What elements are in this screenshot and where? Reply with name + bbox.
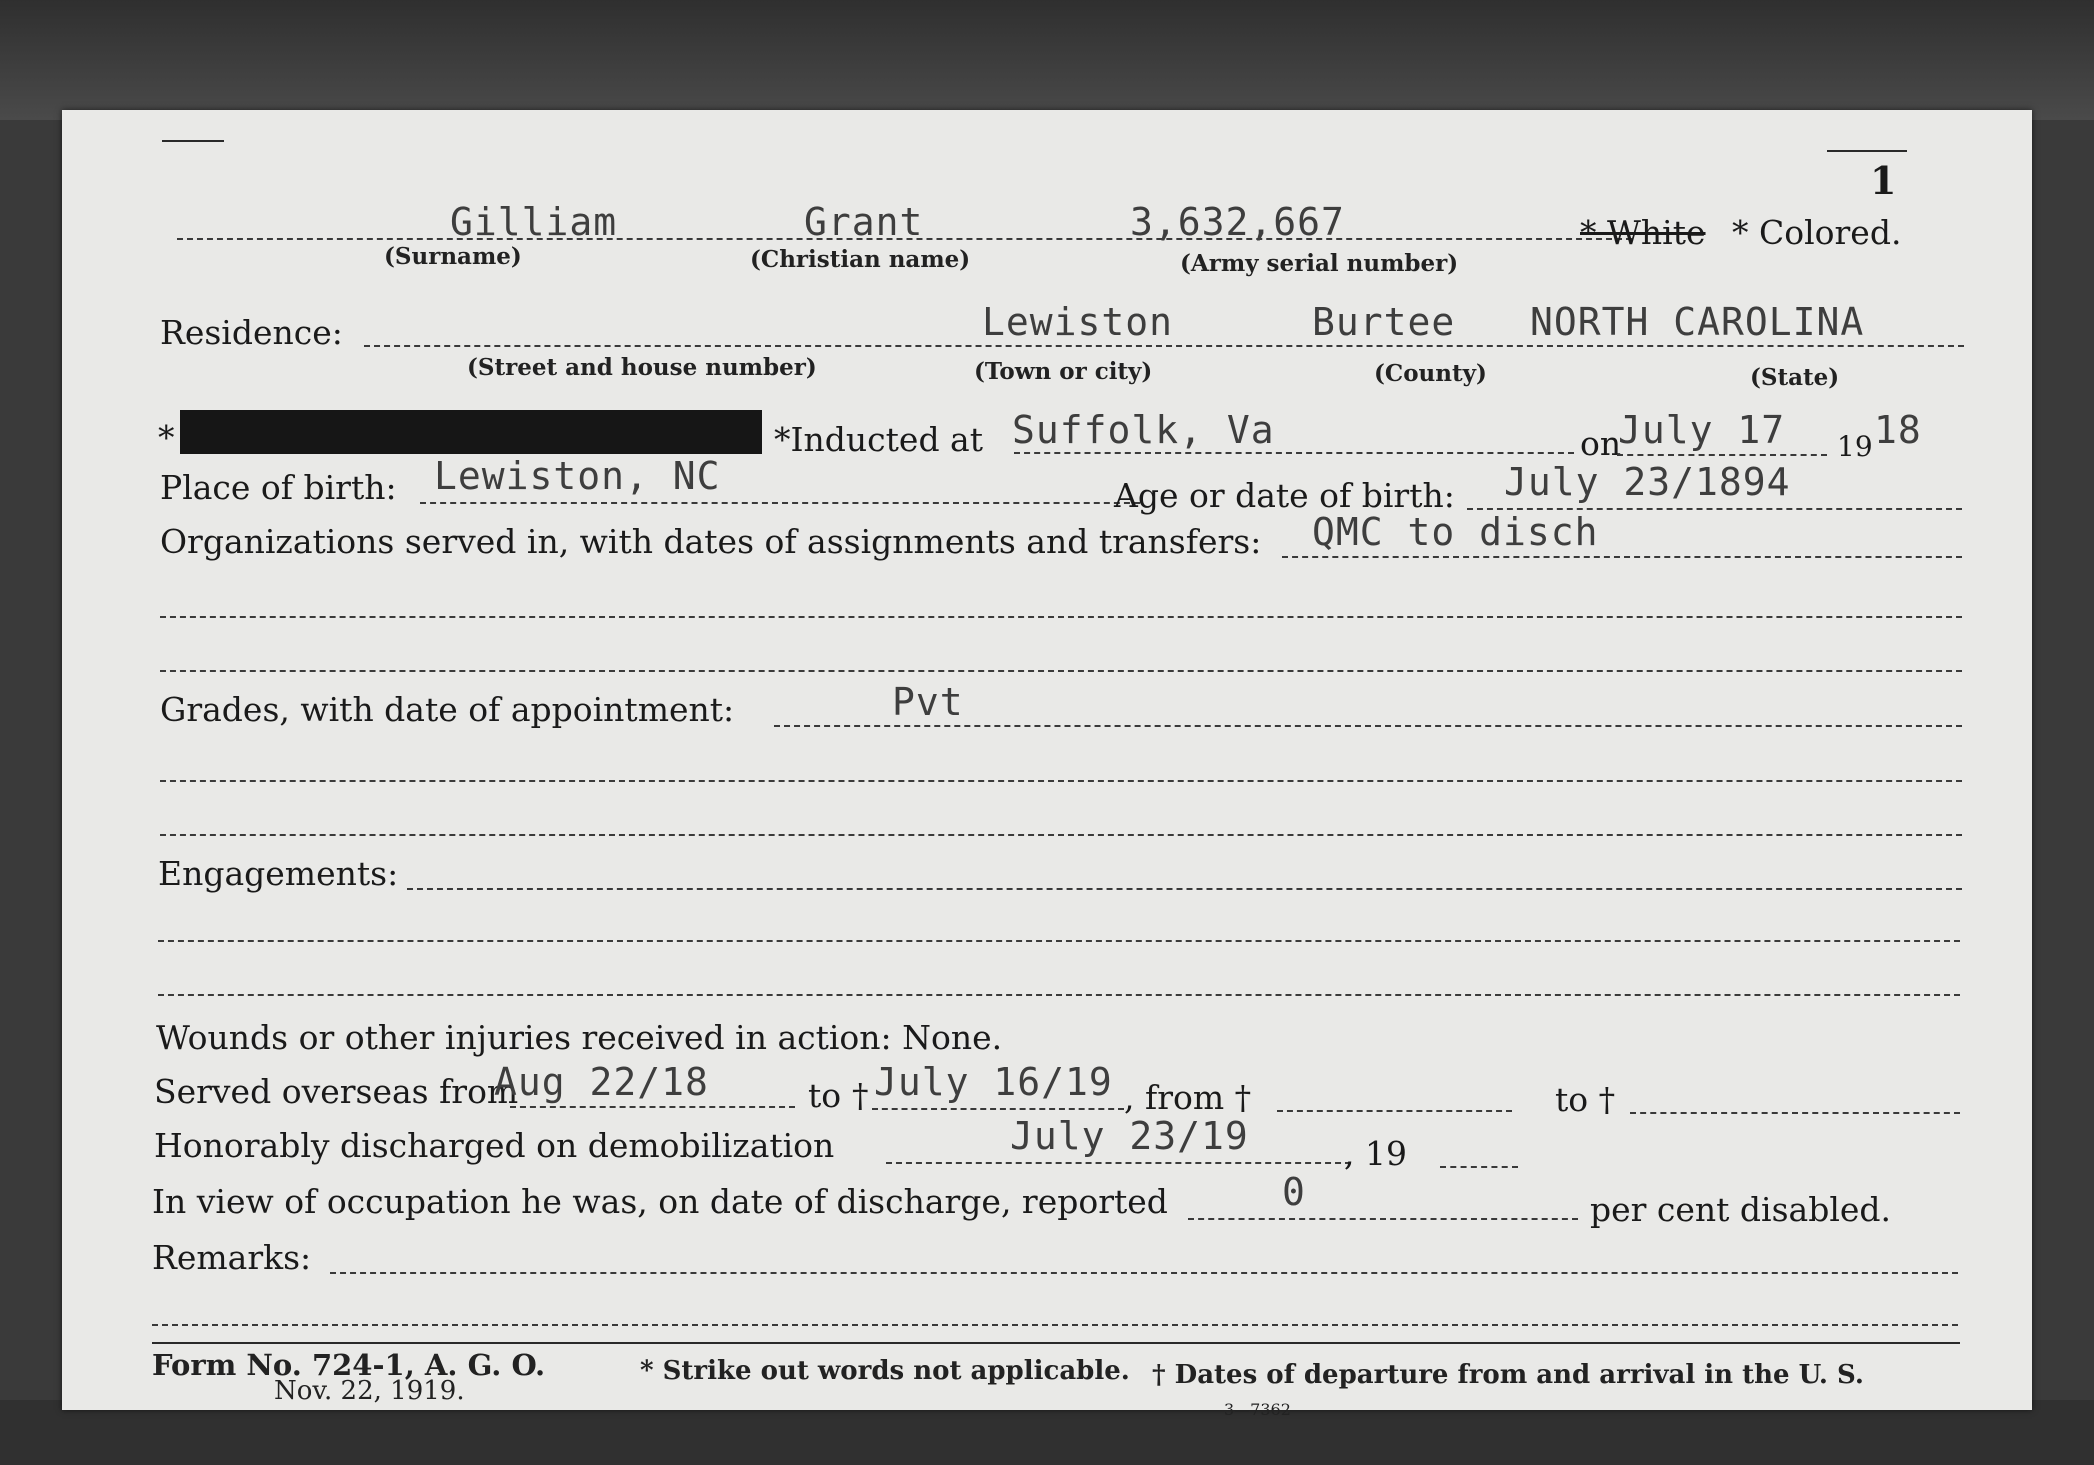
service-record-card bbox=[62, 110, 2032, 1419]
overseas-to-line bbox=[872, 1108, 1124, 1110]
inducted-asterisk: * bbox=[158, 418, 175, 457]
organizations-line-3 bbox=[160, 670, 1962, 672]
remarks-line-2 bbox=[152, 1324, 1958, 1326]
race-white-option: * White bbox=[1580, 213, 1706, 252]
engagements-line-3 bbox=[158, 994, 1960, 996]
overseas-to-label-2: to † bbox=[1555, 1080, 1616, 1119]
serial-number-value: 3,632,667 bbox=[1130, 200, 1345, 244]
organizations-value: QMC to disch bbox=[1312, 510, 1599, 554]
birth-place-value: Lewiston, NC bbox=[434, 454, 721, 498]
overseas-label: Served overseas from bbox=[154, 1072, 519, 1111]
inducted-label: *Inducted at bbox=[774, 420, 983, 459]
footer-rule bbox=[152, 1342, 1960, 1344]
inducted-year-value: 18 bbox=[1874, 408, 1922, 452]
corner-rule bbox=[1827, 150, 1907, 152]
discharged-date-value: July 23/19 bbox=[1010, 1114, 1249, 1158]
residence-county-value: Burtee bbox=[1312, 300, 1456, 344]
overseas-from-line bbox=[510, 1106, 795, 1108]
discharged-year-label: , 19 bbox=[1344, 1134, 1407, 1173]
disability-label: In view of occupation he was, on date of discharge, reported bbox=[152, 1182, 1168, 1221]
surname-caption: (Surname) bbox=[384, 243, 522, 270]
grades-line-2 bbox=[160, 780, 1962, 782]
overseas-from-label-2: , from † bbox=[1124, 1078, 1252, 1117]
christian-name-value: Grant bbox=[804, 200, 924, 244]
engagements-label: Engagements: bbox=[158, 854, 399, 893]
birth-date-label: Age or date of birth: bbox=[1114, 476, 1455, 515]
disability-value: 0 bbox=[1282, 1170, 1306, 1214]
form-date: Nov. 22, 1919. bbox=[274, 1376, 465, 1406]
footnote-strike: * Strike out words not applicable. bbox=[640, 1356, 1130, 1386]
form-number: Form No. 724-1, A. G. O. bbox=[152, 1348, 546, 1382]
footnote-dates: † Dates of departure from and arrival in the U. S. bbox=[1152, 1360, 1864, 1390]
serial-number-caption: (Army serial number) bbox=[1180, 250, 1459, 277]
discharged-year-line bbox=[1440, 1166, 1518, 1168]
grades-line bbox=[774, 725, 1962, 727]
overseas-to-dagger: † bbox=[852, 1076, 869, 1115]
grades-line-3 bbox=[160, 834, 1962, 836]
street-caption: (Street and house number) bbox=[467, 354, 817, 381]
birth-place-line bbox=[420, 502, 1140, 504]
grades-value: Pvt bbox=[892, 680, 964, 724]
disability-line bbox=[1188, 1218, 1578, 1220]
on-label: on bbox=[1580, 424, 1622, 463]
birth-place-label: Place of birth: bbox=[160, 468, 397, 507]
scanner-background-top bbox=[0, 0, 2094, 120]
disability-suffix: per cent disabled. bbox=[1590, 1190, 1892, 1229]
wounds-label: Wounds or other injuries received in action: None. bbox=[156, 1018, 1003, 1057]
inducted-date-line bbox=[1617, 454, 1827, 456]
discharged-date-line bbox=[886, 1162, 1351, 1164]
overseas-to-value: July 16/19 bbox=[874, 1060, 1113, 1104]
remarks-line bbox=[330, 1272, 1958, 1274]
inducted-date-value: July 17 bbox=[1618, 408, 1786, 452]
residence-line bbox=[364, 345, 1964, 347]
overseas-from-line-2 bbox=[1277, 1110, 1512, 1112]
residence-label: Residence: bbox=[160, 313, 343, 352]
overseas-from-value: Aug 22/18 bbox=[494, 1060, 709, 1104]
county-caption: (County) bbox=[1374, 360, 1487, 387]
print-code: 3—7362 bbox=[1224, 1400, 1291, 1419]
inducted-place-value: Suffolk, Va bbox=[1012, 408, 1275, 452]
corner-rule bbox=[162, 140, 224, 142]
remarks-label: Remarks: bbox=[152, 1238, 312, 1277]
town-caption: (Town or city) bbox=[974, 358, 1153, 385]
state-caption: (State) bbox=[1750, 364, 1840, 391]
year-prefix: 19 bbox=[1837, 430, 1873, 463]
birth-date-value: July 23/1894 bbox=[1504, 460, 1791, 504]
overseas-to-line-2 bbox=[1630, 1112, 1960, 1114]
inducted-place-line bbox=[1014, 452, 1574, 454]
organizations-label: Organizations served in, with dates of assignments and transfers: bbox=[160, 522, 1262, 561]
race-colored-option: * Colored. bbox=[1732, 213, 1902, 252]
page-number: 1 bbox=[1870, 158, 1897, 203]
overseas-to-label: to bbox=[808, 1076, 842, 1115]
redacted-block bbox=[180, 410, 762, 454]
discharged-label: Honorably discharged on demobilization bbox=[154, 1126, 835, 1165]
residence-town-value: Lewiston bbox=[982, 300, 1174, 344]
surname-value: Gilliam bbox=[450, 200, 618, 244]
engagements-line bbox=[407, 888, 1962, 890]
grades-label: Grades, with date of appointment: bbox=[160, 690, 735, 729]
residence-state-value: NORTH CAROLINA bbox=[1530, 300, 1865, 344]
christian-name-caption: (Christian name) bbox=[750, 246, 971, 273]
organizations-line bbox=[1282, 556, 1962, 558]
organizations-line-2 bbox=[160, 616, 1962, 618]
engagements-line-2 bbox=[158, 940, 1960, 942]
